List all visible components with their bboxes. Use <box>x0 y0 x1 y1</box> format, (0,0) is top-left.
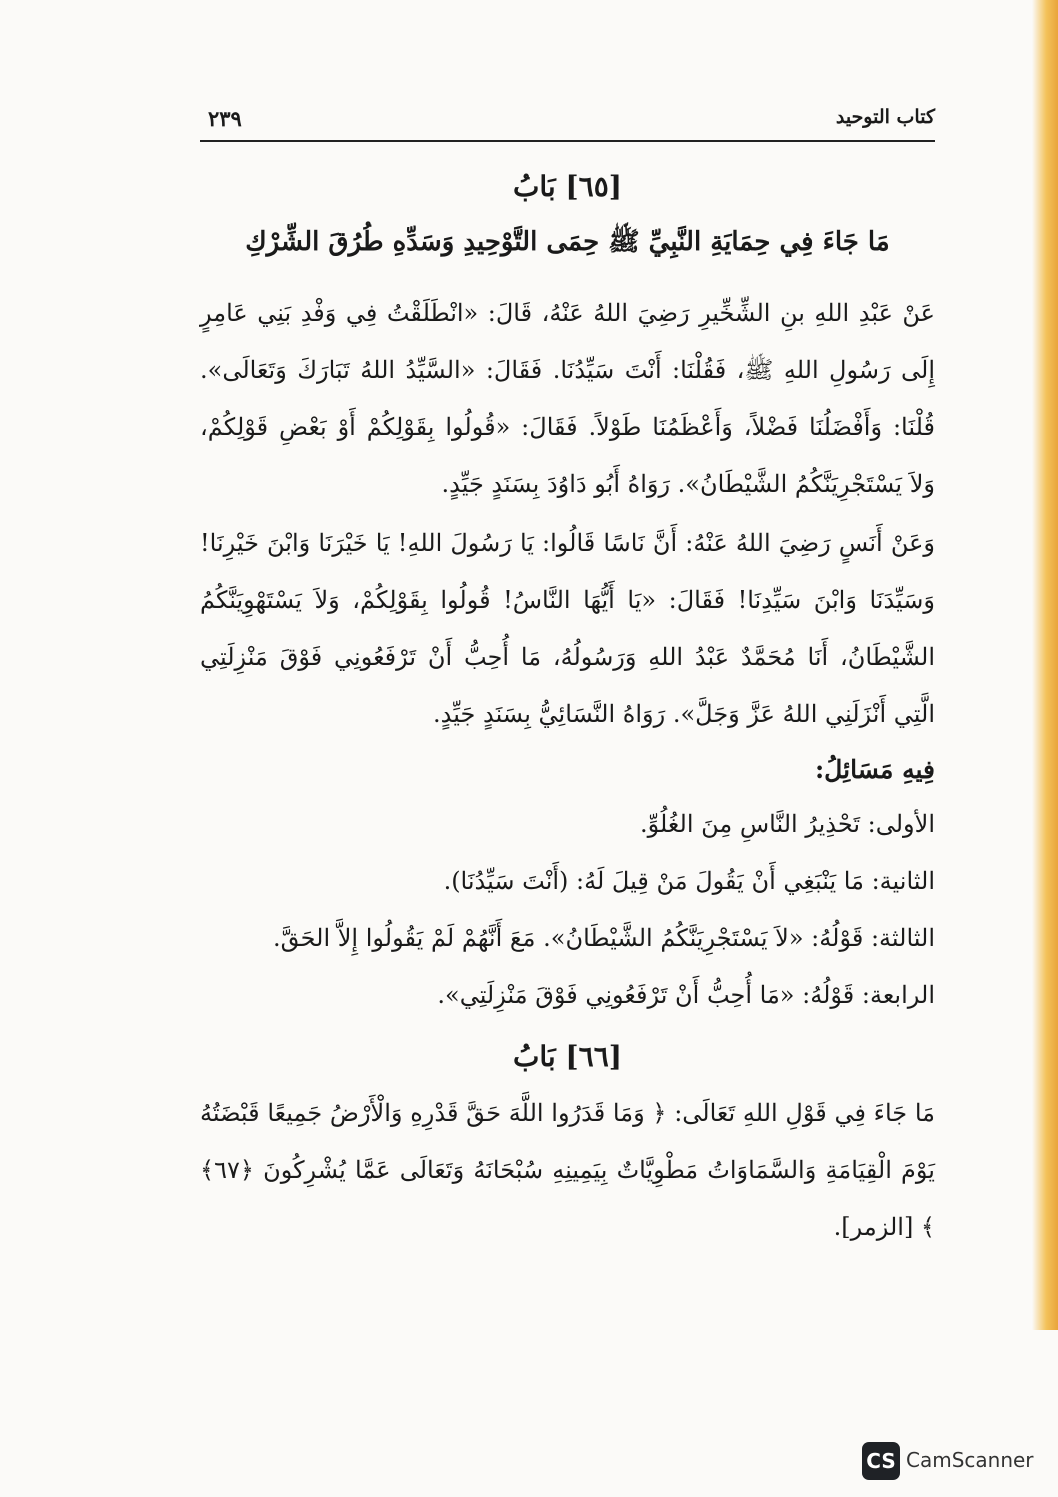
page-edge <box>1032 0 1058 1330</box>
hadith-1: عَنْ عَبْدِ اللهِ بنِ الشِّخِّيرِ رَضِيَ اللهُ عَنْهُ، قَالَ: «انْطَلَقْتُ فِي وَفْدِ بَنِي عَامِرٍ إِلَى رَسُولِ اللهِ ﷺ، فَقُلْنَا: أَنْتَ سَيِّدُنَا. فَقَالَ: «السَّيِّدُ اللهُ تَبَارَكَ وَتَعَالَى». قُلْنَا: وَأَفْضَلُنَا فَضْلاً، وَأَعْظَمُنَا طَوْلاً. فَقَالَ: «قُولُوا بِقَوْلِكُمْ أَوْ بَعْضِ قَوْلِكُمْ، وَلاَ يَسْتَجْرِيَنَّكُمُ الشَّيْطَانُ». رَوَاهُ أَبُو دَاوُدَ بِسَنَدٍ جَيِّدٍ. <box>200 299 935 498</box>
chapter-65-title: [٦٥] بَابُ <box>512 170 622 203</box>
running-header <box>200 100 935 142</box>
camscanner-logo-icon: CS <box>862 1442 900 1480</box>
camscanner-watermark: CamScanner <box>906 1448 1034 1472</box>
issue-3: الثالثة: قَوْلُهُ: «لاَ يَسْتَجْرِيَنَّكُمُ الشَّيْطَانُ». مَعَ أَنَّهُمْ لَمْ يَقُولُوا إِلاَّ الحَقَّ. <box>273 924 935 952</box>
page-number: ٢٣٩ <box>208 106 242 131</box>
chapter-66-text: مَا جَاءَ فِي قَوْلِ اللهِ تَعَالَى: ﴿ وَمَا قَدَرُوا اللَّهَ حَقَّ قَدْرِهِ وَالْأَرْضُ جَمِيعًا قَبْضَتُهُ يَوْمَ الْقِيَامَةِ وَالسَّمَاوَاتُ مَطْوِيَّاتٌ بِيَمِينِهِ سُبْحَانَهُ وَتَعَالَى عَمَّا يُشْرِكُونَ ﴿٦٧﴾ ﴾ [الزمر]. <box>200 1099 935 1241</box>
hadith-2: وَعَنْ أَنَسٍ رَضِيَ اللهُ عَنْهُ: أَنَّ نَاسًا قَالُوا: يَا رَسُولَ اللهِ! يَا خَيْرَنَا وَابْنَ خَيْرِنَا! وَسَيِّدَنَا وَابْنَ سَيِّدِنَا! فَقَالَ: «يَا أَيُّهَا النَّاسُ! قُولُوا بِقَوْلِكُمْ، وَلاَ يَسْتَهْوِيَنَّكُمُ الشَّيْطَانُ، أَنَا مُحَمَّدٌ عَبْدُ اللهِ وَرَسُولُهُ، مَا أُحِبُّ أَنْ تَرْفَعُونِي فَوْقَ مَنْزِلَتِي الَّتِي أَنْزَلَنِي اللهُ عَزَّ وَجَلَّ». رَوَاهُ النَّسَائِيُّ بِسَنَدٍ جَيِّدٍ. <box>200 529 935 728</box>
chapter-66-title: [٦٦] بَابُ <box>512 1040 622 1073</box>
issue-4: الرابعة: قَوْلُهُ: «مَا أُحِبُّ أَنْ تَرْفَعُونِي فَوْقَ مَنْزِلَتِي». <box>437 981 935 1009</box>
chapter-65-subtitle: مَا جَاءَ فِي حِمَايَةِ النَّبِيِّ ﷺ حِمَى التَّوْحِيدِ وَسَدِّهِ طُرُقَ الشِّرْكِ <box>245 227 890 257</box>
issue-2: الثانية: مَا يَنْبَغِي أَنْ يَقُولَ مَنْ قِيلَ لَهُ: (أَنْتَ سَيِّدُنَا). <box>443 867 935 895</box>
issue-1: الأولى: تَحْذِيرُ النَّاسِ مِنَ الغُلُوِّ. <box>639 810 935 838</box>
issues-heading: فِيهِ مَسَائِلُ: <box>814 755 935 784</box>
book-title: كتاب التوحيد <box>835 106 935 128</box>
